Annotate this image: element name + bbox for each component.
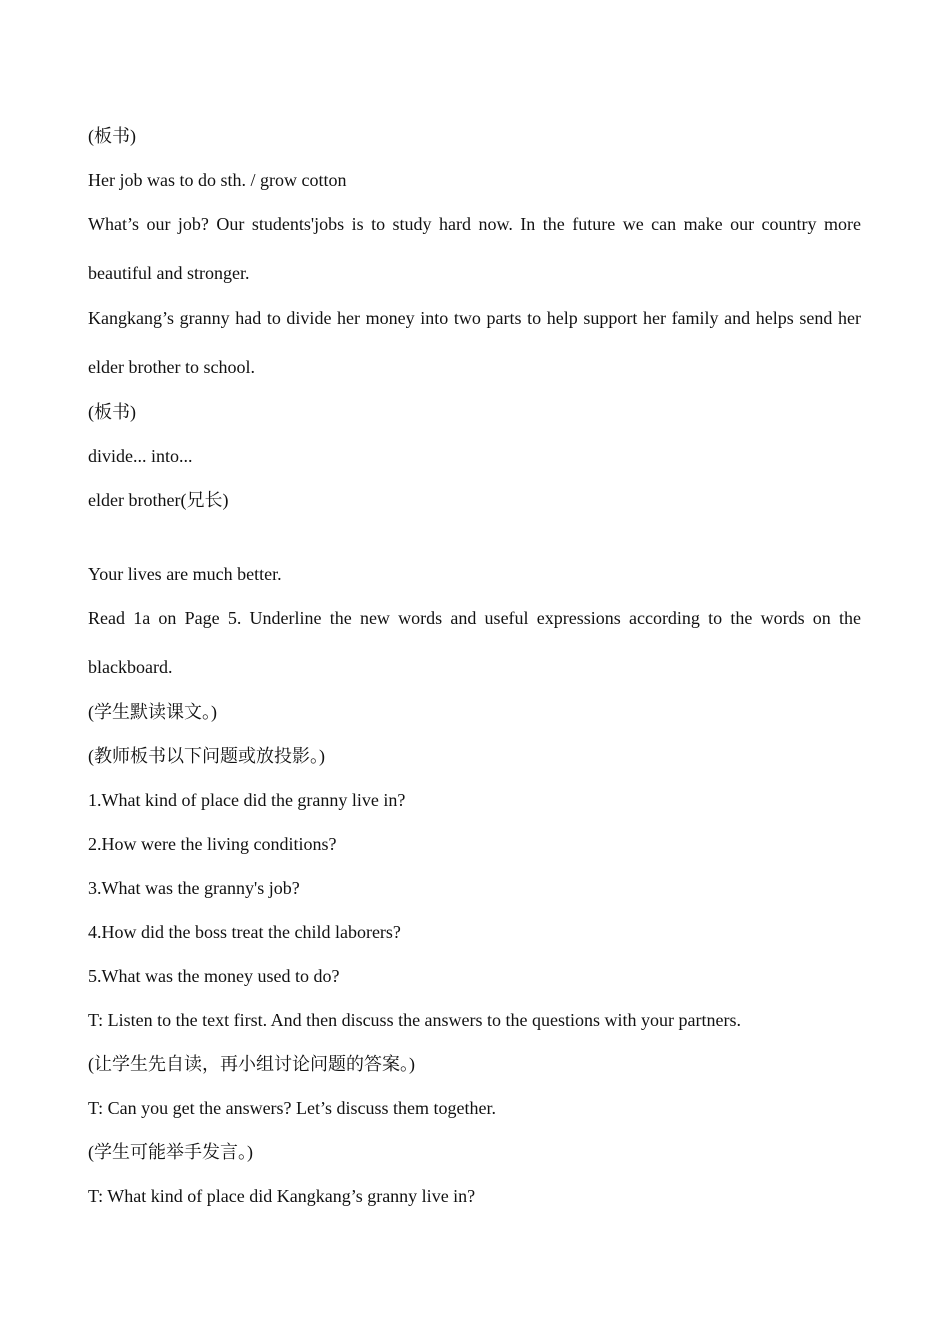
question-item: 3.What was the granny's job? xyxy=(88,878,300,898)
text-line: divide... into... xyxy=(88,446,193,466)
question-item: 1.What kind of place did the granny live in? xyxy=(88,790,406,810)
paragraph: Kangkang’s granny had to divide her money into two parts to help support her family and helps send her elder brother to school. xyxy=(88,308,861,377)
stage-note: (教师板书以下问题或放投影。) xyxy=(88,746,325,766)
paragraph: Read 1a on Page 5. Underline the new words and useful expressions according to the words on the blackboard. xyxy=(88,608,861,677)
stage-note: (学生默读课文。) xyxy=(88,702,217,722)
question-item: 5.What was the money used to do? xyxy=(88,966,340,986)
stage-note: (学生可能举手发言。) xyxy=(88,1142,253,1162)
paragraph: What’s our job? Our students'jobs is to study hard now. In the future we can make our country more beautiful and stronger. xyxy=(88,214,861,283)
board-note: (板书) xyxy=(88,402,136,422)
teacher-line: T: Listen to the text first. And then discuss the answers to the questions with your partners. xyxy=(88,1010,742,1030)
text-line: Her job was to do sth. / grow cotton xyxy=(88,170,347,190)
teacher-line: T: What kind of place did Kangkang’s granny live in? xyxy=(88,1186,476,1206)
blank-line xyxy=(88,532,861,562)
board-note: (板书) xyxy=(88,126,136,146)
document-body xyxy=(88,124,861,1228)
text-line: elder brother(兄长) xyxy=(88,490,229,510)
question-item: 4.How did the boss treat the child laborers? xyxy=(88,922,401,942)
question-item: 2.How were the living conditions? xyxy=(88,834,337,854)
stage-note: (让学生先自读，再小组讨论问题的答案。) xyxy=(88,1054,415,1074)
teacher-line: T: Can you get the answers? Let’s discuss them together. xyxy=(88,1098,497,1118)
text-line: Your lives are much better. xyxy=(88,564,282,584)
